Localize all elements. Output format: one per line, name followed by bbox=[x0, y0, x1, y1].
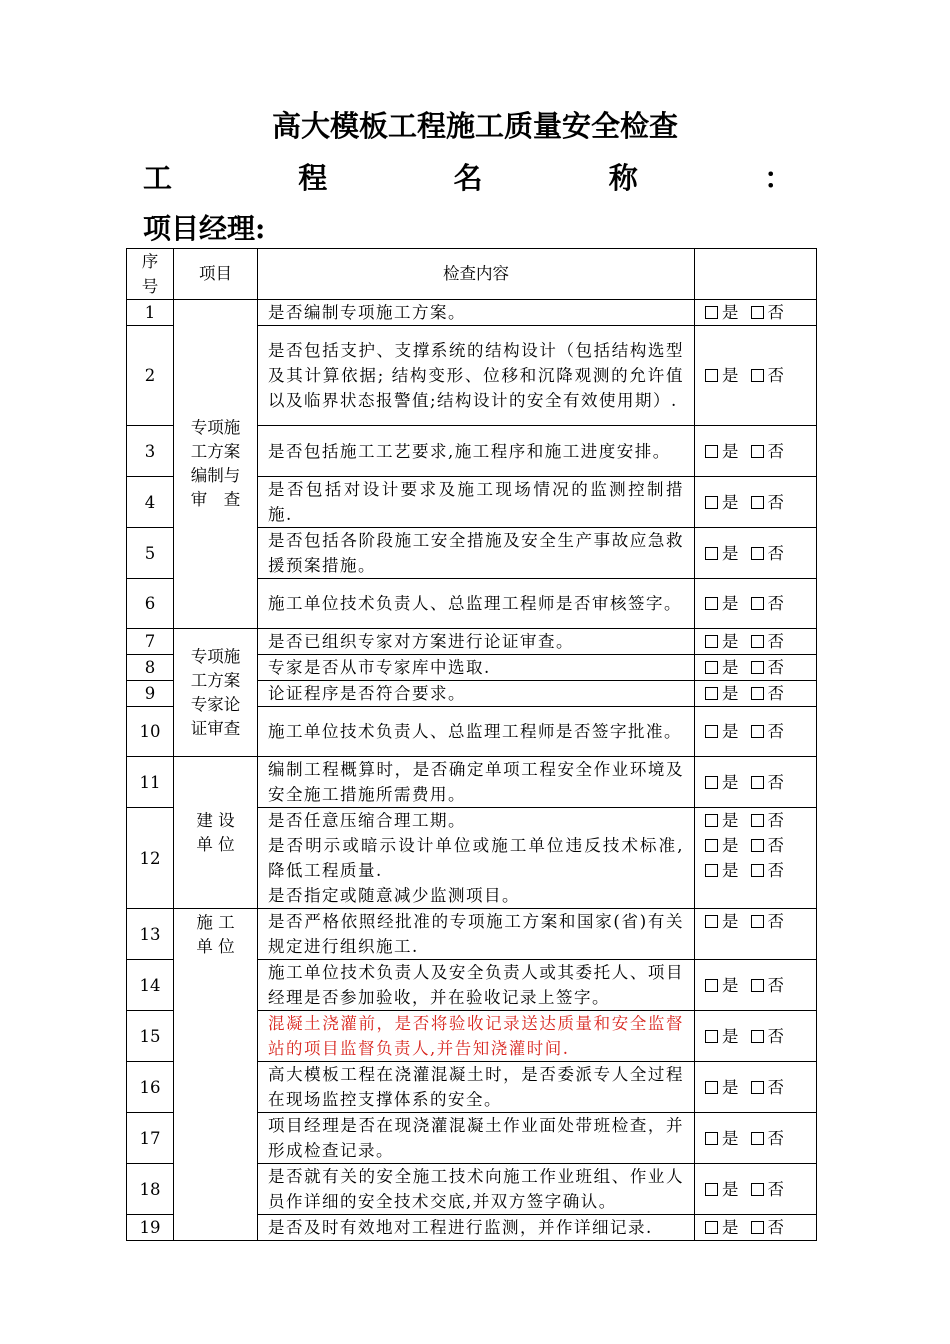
row-no: 13 bbox=[127, 909, 174, 960]
project-name-char: 称 bbox=[608, 161, 638, 195]
no-checkbox[interactable] bbox=[751, 915, 764, 928]
row-no: 15 bbox=[127, 1011, 174, 1062]
table-row bbox=[127, 909, 817, 960]
no-checkbox[interactable] bbox=[751, 635, 764, 648]
row-no: 12 bbox=[127, 808, 174, 909]
yes-label: 是 bbox=[722, 441, 739, 461]
yes-label: 是 bbox=[722, 1077, 739, 1097]
no-label: 否 bbox=[767, 543, 784, 563]
no-checkbox[interactable] bbox=[751, 369, 764, 382]
no-checkbox[interactable] bbox=[751, 1030, 764, 1043]
yes-no-check bbox=[695, 960, 817, 1011]
no-label: 否 bbox=[767, 811, 784, 830]
row-content: 专家是否从市专家库中选取. bbox=[258, 655, 695, 681]
yes-label: 是 bbox=[722, 492, 739, 512]
no-label: 否 bbox=[767, 441, 784, 461]
category-expert-review bbox=[174, 629, 258, 757]
row-content: 施工单位技术负责人、总监理工程师是否审核签字。 bbox=[258, 579, 695, 629]
yes-label: 是 bbox=[722, 543, 739, 563]
no-label: 否 bbox=[767, 836, 784, 855]
row-content: 是否严格依照经批准的专项施工方案和国家(省)有关规定进行组织施工. bbox=[258, 909, 695, 960]
no-label: 否 bbox=[767, 1179, 784, 1199]
yes-checkbox[interactable] bbox=[705, 687, 718, 700]
yes-label: 是 bbox=[722, 632, 739, 651]
yes-no-check bbox=[695, 326, 817, 426]
yes-no-check bbox=[695, 629, 817, 655]
row-no: 3 bbox=[127, 426, 174, 477]
yes-checkbox[interactable] bbox=[705, 369, 718, 382]
no-checkbox[interactable] bbox=[751, 1183, 764, 1196]
row-no: 2 bbox=[127, 326, 174, 426]
no-checkbox[interactable] bbox=[751, 496, 764, 509]
yes-checkbox[interactable] bbox=[705, 864, 718, 877]
row-no: 16 bbox=[127, 1062, 174, 1113]
yes-checkbox[interactable] bbox=[705, 979, 718, 992]
yes-checkbox[interactable] bbox=[705, 597, 718, 610]
yes-no-check bbox=[695, 681, 817, 707]
row-content: 是否已组织专家对方案进行论证审查。 bbox=[258, 629, 695, 655]
yes-label: 是 bbox=[722, 861, 739, 880]
row-no: 5 bbox=[127, 528, 174, 579]
row-content: 是否就有关的安全施工技术向施工作业班组、作业人员作详细的安全技术交底,并双方签字确认。 bbox=[258, 1164, 695, 1215]
no-label: 否 bbox=[767, 1218, 784, 1237]
no-label: 否 bbox=[767, 658, 784, 677]
project-manager-label: 项目经理: bbox=[143, 212, 266, 245]
yes-checkbox[interactable] bbox=[705, 661, 718, 674]
row-content-highlighted: 混凝土浇灌前，是否将验收记录送达质量和安全监督站的项目监督负责人,并告知浇灌时间. bbox=[258, 1011, 695, 1062]
row-no: 6 bbox=[127, 579, 174, 629]
yes-no-check bbox=[695, 757, 817, 808]
row-content: 是否包括支护、支撑系统的结构设计（包括结构选型及其计算依据; 结构变形、位移和沉降观测的允许值以及临界状态报警值;结构设计的安全有效使用期）. bbox=[258, 326, 695, 426]
yes-label: 是 bbox=[722, 594, 739, 613]
no-checkbox[interactable] bbox=[751, 306, 764, 319]
row-content: 是否包括对设计要求及施工现场情况的监测控制措施. bbox=[258, 477, 695, 528]
row-no: 17 bbox=[127, 1113, 174, 1164]
yes-no-check bbox=[695, 655, 817, 681]
yes-label: 是 bbox=[722, 836, 739, 855]
yes-no-check bbox=[695, 909, 817, 960]
no-label: 否 bbox=[767, 772, 784, 792]
yes-label: 是 bbox=[722, 912, 739, 931]
yes-label: 是 bbox=[722, 975, 739, 995]
header-content: 检查内容 bbox=[258, 249, 695, 300]
yes-label: 是 bbox=[722, 722, 739, 741]
document-title: 高大模板工程施工质量安全检查 bbox=[271, 109, 678, 143]
yes-no-check bbox=[695, 300, 817, 326]
no-label: 否 bbox=[767, 861, 784, 880]
yes-no-check bbox=[695, 579, 817, 629]
header-no-label: 序号 bbox=[141, 252, 159, 296]
row-content: 是否包括施工工艺要求,施工程序和施工进度安排。 bbox=[258, 426, 695, 477]
yes-checkbox[interactable] bbox=[705, 547, 718, 560]
yes-label: 是 bbox=[722, 1179, 739, 1199]
row-content: 论证程序是否符合要求。 bbox=[258, 681, 695, 707]
no-checkbox[interactable] bbox=[751, 864, 764, 877]
no-checkbox[interactable] bbox=[751, 1221, 764, 1234]
row-content: 是否包括各阶段施工安全措施及安全生产事故应急救援预案措施。 bbox=[258, 528, 695, 579]
header-result bbox=[695, 249, 817, 300]
table-row bbox=[127, 757, 817, 808]
yes-label: 是 bbox=[722, 772, 739, 792]
row-content: 施工单位技术负责人、总监理工程师是否签字批准。 bbox=[258, 707, 695, 757]
category-label: 施 工单 位 bbox=[196, 913, 235, 956]
no-label: 否 bbox=[767, 303, 784, 322]
no-checkbox[interactable] bbox=[751, 776, 764, 789]
row-no: 4 bbox=[127, 477, 174, 528]
yes-checkbox[interactable] bbox=[705, 915, 718, 928]
no-checkbox[interactable] bbox=[751, 1081, 764, 1094]
no-label: 否 bbox=[767, 975, 784, 995]
no-checkbox[interactable] bbox=[751, 839, 764, 852]
row-content-line: 是否指定或随意减少监测项目。 bbox=[268, 886, 520, 905]
category-contractor bbox=[174, 909, 258, 1241]
no-label: 否 bbox=[767, 1077, 784, 1097]
table-row bbox=[127, 629, 817, 655]
row-content: 编制工程概算时，是否确定单项工程安全作业环境及安全施工措施所需费用。 bbox=[258, 757, 695, 808]
no-checkbox[interactable] bbox=[751, 725, 764, 738]
header-row bbox=[127, 249, 817, 300]
no-checkbox[interactable] bbox=[751, 979, 764, 992]
yes-checkbox[interactable] bbox=[705, 776, 718, 789]
yes-checkbox[interactable] bbox=[705, 814, 718, 827]
no-label: 否 bbox=[767, 632, 784, 651]
row-content-line: 是否任意压缩合理工期。 bbox=[268, 811, 466, 830]
row-content-line: 是否明示或暗示设计单位或施工单位违反技术标准,降低工程质量. bbox=[268, 836, 684, 880]
no-label: 否 bbox=[767, 366, 784, 385]
category-owner bbox=[174, 757, 258, 909]
category-plan-compile bbox=[174, 300, 258, 629]
yes-no-check-group bbox=[695, 808, 817, 909]
project-name-colon: ： bbox=[763, 161, 793, 195]
yes-no-check bbox=[695, 528, 817, 579]
yes-label: 是 bbox=[722, 1218, 739, 1237]
yes-label: 是 bbox=[722, 1026, 739, 1046]
yes-no-check bbox=[695, 1164, 817, 1215]
no-checkbox[interactable] bbox=[751, 661, 764, 674]
row-no: 14 bbox=[127, 960, 174, 1011]
yes-label: 是 bbox=[722, 658, 739, 677]
no-checkbox[interactable] bbox=[751, 687, 764, 700]
yes-label: 是 bbox=[722, 1128, 739, 1148]
category-label: 建 设单 位 bbox=[196, 810, 235, 854]
no-label: 否 bbox=[767, 684, 784, 703]
no-label: 否 bbox=[767, 722, 784, 741]
yes-label: 是 bbox=[722, 811, 739, 830]
project-name-line bbox=[143, 156, 793, 197]
project-name-char: 工 bbox=[143, 161, 173, 195]
yes-no-check bbox=[695, 426, 817, 477]
yes-no-check bbox=[695, 1215, 817, 1241]
row-no: 11 bbox=[127, 757, 174, 808]
no-checkbox[interactable] bbox=[751, 597, 764, 610]
yes-checkbox[interactable] bbox=[705, 725, 718, 738]
header-no bbox=[127, 249, 174, 300]
yes-checkbox[interactable] bbox=[705, 1030, 718, 1043]
no-label: 否 bbox=[767, 594, 784, 613]
project-name-char: 程 bbox=[298, 161, 328, 195]
row-no: 7 bbox=[127, 629, 174, 655]
project-name-char: 名 bbox=[453, 161, 483, 195]
yes-checkbox[interactable] bbox=[705, 1183, 718, 1196]
no-label: 否 bbox=[767, 912, 784, 931]
row-content: 项目经理是否在现浇灌混凝土作业面处带班检查，并形成检查记录。 bbox=[258, 1113, 695, 1164]
yes-checkbox[interactable] bbox=[705, 445, 718, 458]
no-checkbox[interactable] bbox=[751, 445, 764, 458]
row-no: 18 bbox=[127, 1164, 174, 1215]
yes-no-check bbox=[695, 477, 817, 528]
no-checkbox[interactable] bbox=[751, 1132, 764, 1145]
table-row bbox=[127, 300, 817, 326]
inspection-table bbox=[126, 248, 817, 1241]
row-content: 高大模板工程在浇灌混凝土时，是否委派专人全过程在现场监控支撑体系的安全。 bbox=[258, 1062, 695, 1113]
yes-no-check bbox=[695, 707, 817, 757]
yes-checkbox[interactable] bbox=[705, 635, 718, 648]
row-no: 8 bbox=[127, 655, 174, 681]
row-no: 1 bbox=[127, 300, 174, 326]
row-no: 19 bbox=[127, 1215, 174, 1241]
no-checkbox[interactable] bbox=[751, 547, 764, 560]
row-no: 10 bbox=[127, 707, 174, 757]
yes-label: 是 bbox=[722, 366, 739, 385]
no-label: 否 bbox=[767, 1128, 784, 1148]
yes-label: 是 bbox=[722, 684, 739, 703]
yes-checkbox[interactable] bbox=[705, 839, 718, 852]
yes-checkbox[interactable] bbox=[705, 1132, 718, 1145]
row-content: 是否及时有效地对工程进行监测，并作详细记录. bbox=[258, 1215, 695, 1241]
category-label: 专项施工方案专家论证审查 bbox=[190, 646, 241, 738]
category-label: 专项施工方案编制与审 查 bbox=[190, 418, 241, 509]
yes-no-check bbox=[695, 1113, 817, 1164]
yes-checkbox[interactable] bbox=[705, 1221, 718, 1234]
yes-checkbox[interactable] bbox=[705, 1081, 718, 1094]
yes-no-check bbox=[695, 1011, 817, 1062]
header-item: 项目 bbox=[174, 249, 258, 300]
yes-label: 是 bbox=[722, 303, 739, 322]
yes-no-check bbox=[695, 1062, 817, 1113]
row-content bbox=[258, 808, 695, 909]
yes-checkbox[interactable] bbox=[705, 496, 718, 509]
no-label: 否 bbox=[767, 1026, 784, 1046]
yes-checkbox[interactable] bbox=[705, 306, 718, 319]
row-content: 是否编制专项施工方案。 bbox=[258, 300, 695, 326]
row-content: 施工单位技术负责人及安全负责人或其委托人、项目经理是否参加验收，并在验收记录上签字。 bbox=[258, 960, 695, 1011]
row-no: 9 bbox=[127, 681, 174, 707]
no-label: 否 bbox=[767, 492, 784, 512]
no-checkbox[interactable] bbox=[751, 814, 764, 827]
